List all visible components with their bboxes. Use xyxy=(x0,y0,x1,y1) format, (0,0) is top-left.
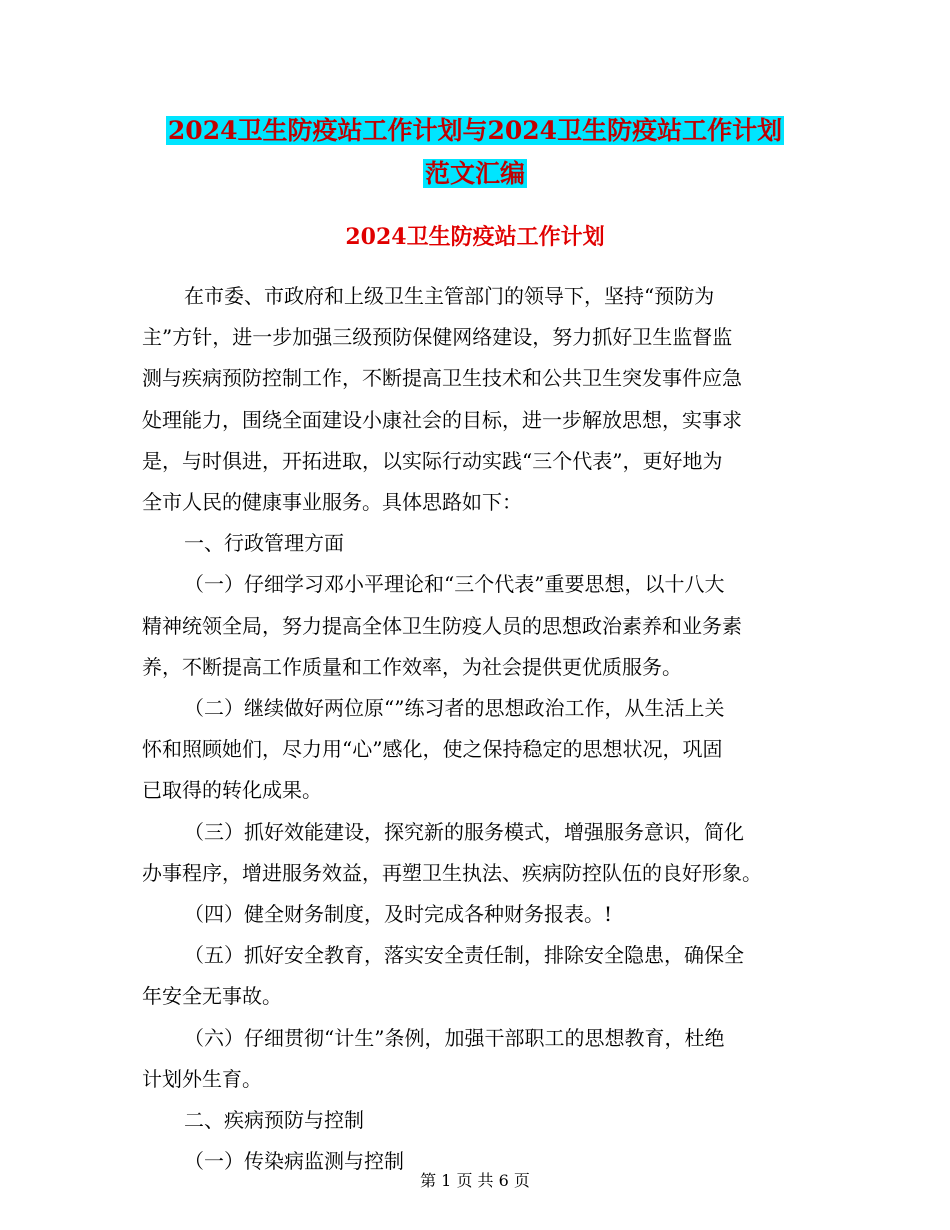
body-line: 处理能力，围绕全面建设小康社会的目标，进一步解放思想，实事求 xyxy=(142,408,742,432)
section-heading-1: 一、行政管理方面 xyxy=(184,531,344,555)
section-heading: 2024卫生防疫站工作计划 xyxy=(345,224,605,250)
section-heading-2: 二、疾病预防与控制 xyxy=(184,1108,364,1132)
body-line: 主”方针，进一步加强三级预防保健网络建设，努力抓好卫生监督监 xyxy=(142,325,733,349)
body-line: 测与疾病预防控制工作，不断提高卫生技术和公共卫生突发事件应急 xyxy=(142,366,742,390)
document-title-line-1: 2024卫生防疫站工作计划与2024卫生防疫站工作计划 xyxy=(167,116,783,145)
body-line: （五）抓好安全教育，落实安全责任制，排除安全隐患，确保全 xyxy=(184,943,744,967)
body-line: （一）传染病监测与控制 xyxy=(184,1149,404,1173)
body-line: 年安全无事故。 xyxy=(142,984,282,1008)
body-line: （三）抓好效能建设，探究新的服务模式，增强服务意识，简化 xyxy=(184,820,744,844)
body-line: 精神统领全局，努力提高全体卫生防疫人员的思想政治素养和业务素 xyxy=(142,614,742,638)
body-line: 计划外生育。 xyxy=(142,1067,262,1091)
body-line: 全市人民的健康事业服务。具体思路如下： xyxy=(142,490,522,514)
body-line: 怀和照顾她们，尽力用“心”感化，使之保持稳定的思想状况，巩固 xyxy=(142,737,723,761)
body-line: 办事程序，增进服务效益，再塑卫生执法、疾病防控队伍的良好形象。 xyxy=(142,861,762,885)
body-line: （一）仔细学习邓小平理论和“三个代表”重要思想，以十八大 xyxy=(184,572,725,596)
document-title-line-2: 范文汇编 xyxy=(424,159,525,188)
body-line: （二）继续做好两位原“”练习者的思想政治工作，从生活上关 xyxy=(184,696,725,720)
body-line: 养，不断提高工作质量和工作效率，为社会提供更优质服务。 xyxy=(142,655,682,679)
page-footer: 第 1 页 共 6 页 xyxy=(420,1171,530,1190)
body-line: 已取得的转化成果。 xyxy=(142,778,322,802)
body-line: 在市委、市政府和上级卫生主管部门的领导下，坚持“预防为 xyxy=(184,284,715,308)
body-line: （六）仔细贯彻“计生”条例，加强干部职工的思想教育，杜绝 xyxy=(184,1026,725,1050)
body-line: 是，与时俱进，开拓进取，以实际行动实践“三个代表”，更好地为 xyxy=(142,449,723,473)
body-line: （四）健全财务制度，及时完成各种财务报表。! xyxy=(184,902,613,926)
